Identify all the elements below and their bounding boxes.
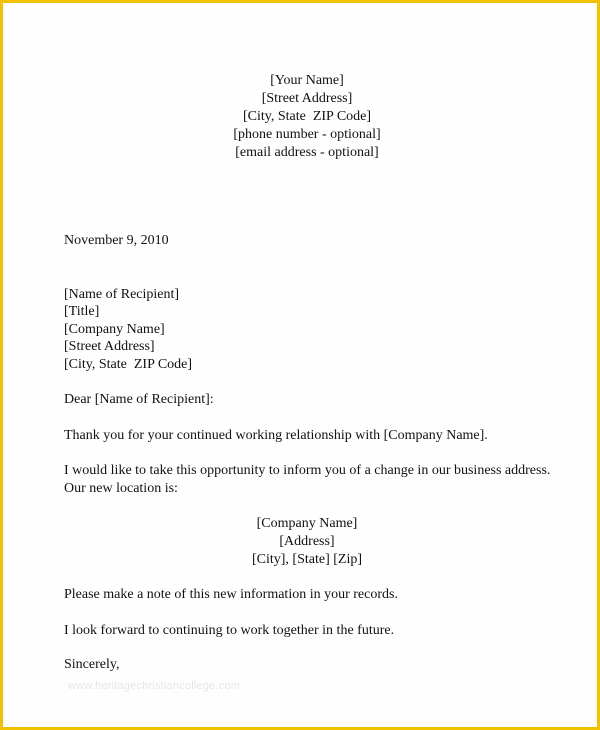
- sender-street: [Street Address]: [261, 91, 353, 106]
- body-paragraph-2-line-1: I would like to take this opportunity to inform you of a change in our business address.: [64, 463, 551, 478]
- letter-date: November 9, 2010: [64, 233, 169, 248]
- sender-name: [Your Name]: [270, 73, 344, 88]
- watermark-text: www.heritagechristiancollege.com: [68, 680, 241, 692]
- closing: Sincerely,: [64, 657, 120, 672]
- salutation: Dear [Name of Recipient]:: [64, 392, 214, 407]
- recipient-name: [Name of Recipient]: [64, 287, 180, 302]
- new-address-street: [Address]: [279, 534, 335, 549]
- sender-phone: [phone number - optional]: [233, 127, 381, 142]
- sender-email: [email address - optional]: [235, 145, 379, 160]
- recipient-company: [Company Name]: [64, 322, 165, 337]
- recipient-city-state-zip: [City, State ZIP Code]: [64, 357, 193, 372]
- body-paragraph-4: I look forward to continuing to work together in the future.: [64, 623, 395, 638]
- new-address-city-state-zip: [City], [State] [Zip]: [251, 552, 363, 567]
- body-paragraph-3: Please make a note of this new information in your records.: [64, 587, 398, 602]
- sender-city-state-zip: [City, State ZIP Code]: [242, 109, 372, 124]
- new-address-company: [Company Name]: [256, 516, 358, 531]
- recipient-street: [Street Address]: [64, 339, 155, 354]
- recipient-title: [Title]: [64, 304, 100, 319]
- body-paragraph-1: Thank you for your continued working relationship with [Company Name].: [64, 428, 488, 443]
- body-paragraph-2-line-2: Our new location is:: [64, 481, 178, 496]
